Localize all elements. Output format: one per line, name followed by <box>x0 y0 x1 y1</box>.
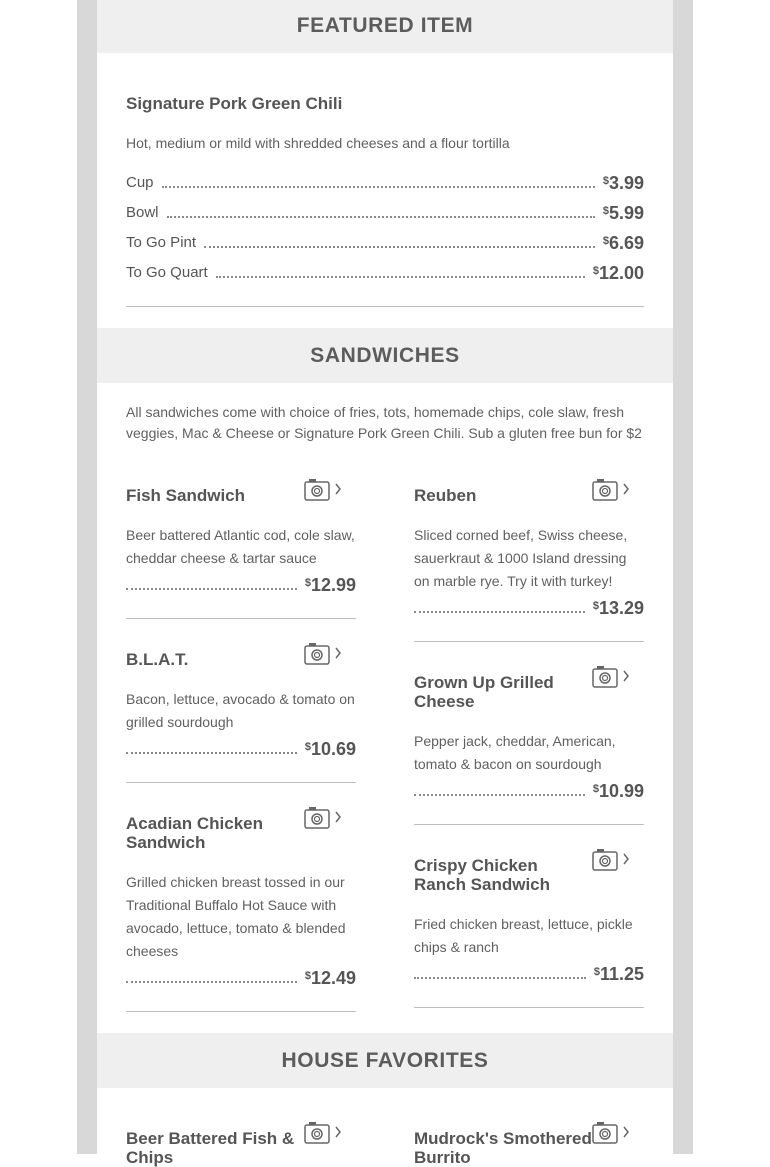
size-row-pint[interactable] <box>126 231 644 253</box>
featured-item-title: Signature Pork Green Chili <box>126 94 343 113</box>
item-description: Sliced corned beef, Swiss cheese, sauerkraut & 1000 Island dressing on marble rye. Try it with turkey! <box>414 527 628 589</box>
camera-icon <box>592 1121 632 1145</box>
divider <box>126 618 356 619</box>
chevron-right-icon <box>336 484 340 494</box>
divider <box>414 641 644 642</box>
item-title[interactable]: Acadian Chicken Sandwich <box>126 814 263 852</box>
item-title[interactable]: Mudrock's Smothered Burrito <box>414 1129 592 1167</box>
leader-dots <box>162 186 595 188</box>
item-description: Beer battered Atlantic cod, cole slaw, cheddar cheese & tartar sauce <box>126 527 355 566</box>
item-price: $13.29 <box>592 598 644 618</box>
size-price: $5.99 <box>602 203 644 223</box>
divider <box>126 1011 356 1012</box>
chevron-right-icon <box>624 671 628 681</box>
size-price: $12.00 <box>592 263 644 283</box>
divider <box>126 782 356 783</box>
camera-icon <box>304 1121 344 1145</box>
leader-dots <box>167 216 595 218</box>
item-title[interactable]: Fish Sandwich <box>126 486 246 505</box>
item-title[interactable]: Beer Battered Fish & Chips <box>126 1129 295 1167</box>
item-price: $10.69 <box>304 739 356 759</box>
size-row-cup[interactable] <box>126 171 644 193</box>
item-price: $11.25 <box>593 964 644 984</box>
item-price-line <box>414 962 644 984</box>
leader-dots <box>126 588 297 590</box>
item-description: Bacon, lettuce, avocado & tomato on grilled sourdough <box>126 691 355 730</box>
divider <box>414 824 644 825</box>
section-header-featured: FEATURED ITEM <box>97 0 673 53</box>
item-price-line <box>126 573 356 595</box>
leader-dots <box>414 611 585 613</box>
camera-icon <box>304 642 344 666</box>
section-header-house-favorites: HOUSE FAVORITES <box>97 1033 673 1088</box>
camera-icon <box>592 665 632 689</box>
item-title[interactable]: Reuben <box>414 486 477 505</box>
camera-icon <box>304 806 344 830</box>
size-row-bowl[interactable] <box>126 201 644 223</box>
chevron-right-icon <box>624 1127 628 1137</box>
photo-button[interactable] <box>592 1121 632 1145</box>
item-price: $12.99 <box>304 575 356 595</box>
item-title[interactable]: B.L.A.T. <box>126 650 189 669</box>
chevron-right-icon <box>624 484 628 494</box>
divider <box>126 306 644 307</box>
sandwiches-intro: All sandwiches come with choice of fries, tots, homemade chips, cole slaw, fresh veggies, Mac & Cheese or Signature Pork Green Chili. Sub a gluten free bun for $2 <box>126 404 642 441</box>
size-price: $3.99 <box>602 173 644 193</box>
chevron-right-icon <box>336 648 340 658</box>
leader-dots <box>414 794 585 796</box>
item-description: Pepper jack, cheddar, American, tomato & bacon on sourdough <box>414 733 616 772</box>
item-price: $10.99 <box>592 781 644 801</box>
item-title[interactable]: Crispy Chicken Ranch Sandwich <box>414 856 551 894</box>
size-row-quart[interactable] <box>126 261 644 283</box>
leader-dots <box>204 246 595 248</box>
chevron-right-icon <box>336 1127 340 1137</box>
leader-dots <box>216 276 585 278</box>
size-price: $6.69 <box>602 233 644 253</box>
item-description: Fried chicken breast, lettuce, pickle chips & ranch <box>414 916 633 955</box>
size-label: To Go Pint <box>126 234 197 251</box>
camera-icon <box>304 478 344 502</box>
photo-button[interactable] <box>592 665 632 689</box>
chevron-right-icon <box>624 854 628 864</box>
section-header-sandwiches: SANDWICHES <box>97 328 673 383</box>
item-description: Grilled chicken breast tossed in our Traditional Buffalo Hot Sauce with avocado, lettuce, tomato & blended cheeses <box>126 874 346 959</box>
photo-button[interactable] <box>304 806 344 830</box>
camera-icon <box>592 478 632 502</box>
size-label: To Go Quart <box>126 264 208 281</box>
photo-button[interactable] <box>304 478 344 502</box>
size-label: Cup <box>126 174 154 191</box>
chevron-right-icon <box>336 812 340 822</box>
item-price-line <box>414 596 644 618</box>
item-price-line <box>126 966 356 988</box>
divider <box>414 1007 644 1008</box>
featured-item-description: Hot, medium or mild with shredded cheeses and a flour tortilla <box>126 135 510 151</box>
item-price-line <box>126 737 356 759</box>
photo-button[interactable] <box>592 848 632 872</box>
item-price-line <box>414 779 644 801</box>
leader-dots <box>126 752 297 754</box>
photo-button[interactable] <box>304 642 344 666</box>
leader-dots <box>126 981 297 983</box>
size-label: Bowl <box>126 204 159 221</box>
item-title[interactable]: Grown Up Grilled Cheese <box>414 673 554 711</box>
photo-button[interactable] <box>592 478 632 502</box>
leader-dots <box>414 977 586 979</box>
camera-icon <box>592 848 632 872</box>
photo-button[interactable] <box>304 1121 344 1145</box>
item-price: $12.49 <box>304 968 356 988</box>
